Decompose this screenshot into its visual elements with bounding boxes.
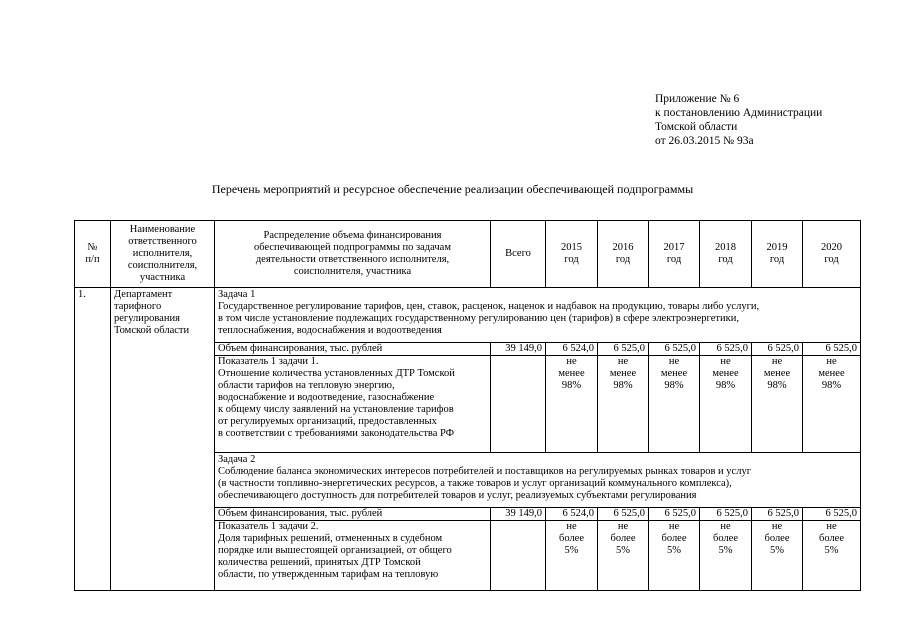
- funding-year: 6 525,0: [700, 343, 752, 356]
- indicator-value: [700, 521, 752, 591]
- appendix-line: от 26.03.2015 № 93а: [655, 135, 754, 147]
- indicator-value-text: менее: [763, 368, 791, 379]
- indicator-value-text: не: [771, 356, 783, 367]
- indicator-text: Показатель 1 задачи 2.: [218, 521, 319, 532]
- document-title: Перечень мероприятий и ресурсное обеспечение реализации обеспечивающей подпрограммы: [211, 182, 694, 196]
- indicator-value-text: не: [720, 521, 731, 532]
- year-unit: год: [824, 254, 839, 265]
- year-text: 2016: [612, 242, 634, 253]
- task-title: Задача 2: [218, 454, 256, 465]
- funding-year: 6 525,0: [598, 343, 649, 356]
- executor-text: Томской области: [114, 325, 190, 336]
- appendix-line: Приложение № 6: [655, 93, 740, 105]
- indicator-total-empty: [491, 356, 546, 453]
- funding-total: 39 149,0: [491, 343, 546, 356]
- funding-year: 6 525,0: [803, 343, 861, 356]
- year-unit: год: [769, 254, 785, 265]
- year-text: 2017: [663, 242, 685, 253]
- header-text: п/п: [85, 254, 100, 265]
- header-text: Наименование: [129, 224, 196, 235]
- header-distribution: [215, 221, 491, 288]
- year-text: 2020: [821, 242, 842, 253]
- indicator-text: Показатель 1 задачи 1.: [218, 356, 319, 367]
- indicator-value: [803, 521, 861, 591]
- indicator-value: [700, 356, 752, 453]
- indicator-value-text: 5%: [564, 545, 579, 556]
- indicator-value-text: не: [720, 356, 731, 367]
- header-year: [546, 221, 598, 288]
- header-text: исполнителя,: [132, 248, 193, 259]
- task-text: обеспечивающего доступность для потребителей товаров и услуг, реализуемых субъектами регулирования: [218, 490, 697, 501]
- year-text: 2018: [715, 242, 736, 253]
- year-unit: год: [564, 254, 579, 265]
- funding-year: 6 525,0: [752, 508, 803, 521]
- indicator-value-text: менее: [660, 368, 688, 379]
- indicator-value: [752, 356, 803, 453]
- task-text: (в частности топливно-энергетических ресурсов, а также товаров и услуг организаций коммунального комплекса),: [218, 478, 732, 489]
- appendix-line: к постановлению Администрации: [655, 107, 823, 119]
- indicator-value-text: 98%: [821, 380, 842, 391]
- indicator-description: [215, 521, 491, 591]
- indicator-value-text: не: [771, 521, 783, 532]
- indicator-value-text: более: [661, 533, 687, 544]
- task-title: Задача 1: [218, 289, 256, 300]
- executor-text: тарифного: [114, 301, 162, 312]
- year-text: 2015: [561, 242, 582, 253]
- task-description: [215, 453, 861, 508]
- indicator-text: области тарифов на тепловую энергию,: [218, 380, 395, 391]
- header-text: обеспечивающей подпрограммы по задачам: [254, 242, 451, 253]
- indicator-value-text: менее: [558, 368, 585, 379]
- indicator-value: [598, 521, 649, 591]
- funding-year: 6 524,0: [546, 343, 598, 356]
- funding-label: Объем финансирования, тыс. рублей: [215, 508, 491, 521]
- indicator-value-text: не: [826, 356, 837, 367]
- indicator-value-text: не: [826, 521, 837, 532]
- indicator-value-text: 98%: [715, 380, 736, 391]
- indicator-value-text: более: [558, 533, 584, 544]
- header-num: [75, 221, 111, 288]
- header-year: [752, 221, 803, 288]
- task-text: теплоснабжения, водоснабжения и водоотведения: [218, 325, 442, 336]
- indicator-text: к общему числу заявлений на установление тарифов: [218, 404, 454, 415]
- indicator-value-text: не: [668, 356, 680, 367]
- executor-text: регулирования: [114, 313, 180, 324]
- header-text: деятельности ответственного исполнителя,: [255, 254, 450, 265]
- header-text: Распределение объема финансирования: [263, 230, 442, 241]
- indicator-value: [546, 356, 598, 453]
- indicator-text: Отношение количества установленных ДТР Томской: [218, 368, 455, 379]
- header-text: соисполнителя,: [127, 260, 198, 271]
- indicator-value-text: 5%: [616, 545, 630, 556]
- header-year: [598, 221, 649, 288]
- header-text: участника: [139, 272, 186, 283]
- funding-year: 6 525,0: [752, 343, 803, 356]
- row-number: 1.: [75, 288, 111, 591]
- task-text: Государственное регулирование тарифов, цен, ставок, расценок, наценок и надбавок на продукцию, товары либо услуги,: [218, 301, 760, 312]
- indicator-value-text: 5%: [718, 545, 733, 556]
- appendix-reference: [655, 92, 822, 148]
- indicator-value-text: не: [617, 521, 629, 532]
- funding-label: Объем финансирования, тыс. рублей: [215, 343, 491, 356]
- indicator-value-text: более: [764, 533, 790, 544]
- indicator-value-text: не: [566, 521, 577, 532]
- indicator-value-text: 98%: [561, 380, 582, 391]
- executor-text: Департамент: [114, 289, 173, 300]
- indicator-value-text: 98%: [664, 380, 684, 391]
- header-year: [700, 221, 752, 288]
- funding-year: 6 525,0: [598, 508, 649, 521]
- task-text: в том числе установление подлежащих государственному регулированию цен (тарифов) в сфере электроэнергетики,: [218, 313, 739, 324]
- indicator-text: области, по утвержденным тарифам на тепловую: [218, 569, 439, 580]
- indicator-value-text: не: [617, 356, 629, 367]
- header-total: Всего: [491, 221, 546, 288]
- indicator-value-text: более: [818, 533, 844, 544]
- indicator-value-text: менее: [818, 368, 845, 379]
- year-unit: год: [718, 254, 733, 265]
- year-text: 2019: [766, 242, 788, 253]
- indicator-value-text: не: [668, 521, 680, 532]
- header-year: [649, 221, 700, 288]
- indicator-value: [649, 521, 700, 591]
- header-text: №: [87, 242, 98, 253]
- program-table: [74, 220, 861, 591]
- indicator-text: в соответствии с требованиями законодательства РФ: [218, 428, 454, 439]
- row-executor: [111, 288, 215, 591]
- funding-total: 39 149,0: [491, 508, 546, 521]
- funding-year: 6 525,0: [649, 508, 700, 521]
- indicator-description: [215, 356, 491, 453]
- indicator-value-text: 5%: [770, 545, 784, 556]
- header-year: [803, 221, 861, 288]
- indicator-value: [803, 356, 861, 453]
- funding-year: 6 525,0: [700, 508, 752, 521]
- year-unit: год: [615, 254, 631, 265]
- indicator-value: [752, 521, 803, 591]
- funding-year: 6 524,0: [546, 508, 598, 521]
- indicator-text: порядке или вышестоящей организацией, от общего: [218, 545, 452, 556]
- indicator-value-text: 98%: [767, 380, 787, 391]
- indicator-value-text: менее: [712, 368, 739, 379]
- funding-year: 6 525,0: [803, 508, 861, 521]
- year-unit: год: [666, 254, 682, 265]
- indicator-value-text: 98%: [613, 380, 633, 391]
- task-description: [215, 288, 861, 343]
- indicator-value-text: не: [566, 356, 577, 367]
- indicator-total-empty: [491, 521, 546, 591]
- indicator-text: Доля тарифных решений, отмененных в судебном: [218, 533, 443, 544]
- indicator-value-text: 5%: [667, 545, 681, 556]
- table-header-row: [75, 221, 861, 288]
- task-row: [75, 288, 861, 343]
- indicator-text: водоснабжение и водоотведение, газоснабжение: [218, 392, 435, 403]
- header-executor: [111, 221, 215, 288]
- indicator-text: от регулируемых организаций, предоставленных: [218, 416, 437, 427]
- indicator-value: [649, 356, 700, 453]
- indicator-value: [598, 356, 649, 453]
- indicator-value-text: более: [610, 533, 636, 544]
- header-text: ответственного: [128, 236, 197, 247]
- indicator-text: количества решений, принятых ДТР Томской: [218, 557, 421, 568]
- indicator-value: [546, 521, 598, 591]
- task-text: Соблюдение баланса экономических интересов потребителей и поставщиков на регулируемых рынках товаров и услуг: [218, 466, 751, 477]
- header-text: соисполнителя, участника: [293, 266, 412, 277]
- appendix-line: Томской области: [655, 121, 738, 133]
- indicator-value-text: 5%: [824, 545, 839, 556]
- funding-year: 6 525,0: [649, 343, 700, 356]
- indicator-value-text: менее: [609, 368, 637, 379]
- indicator-value-text: более: [712, 533, 738, 544]
